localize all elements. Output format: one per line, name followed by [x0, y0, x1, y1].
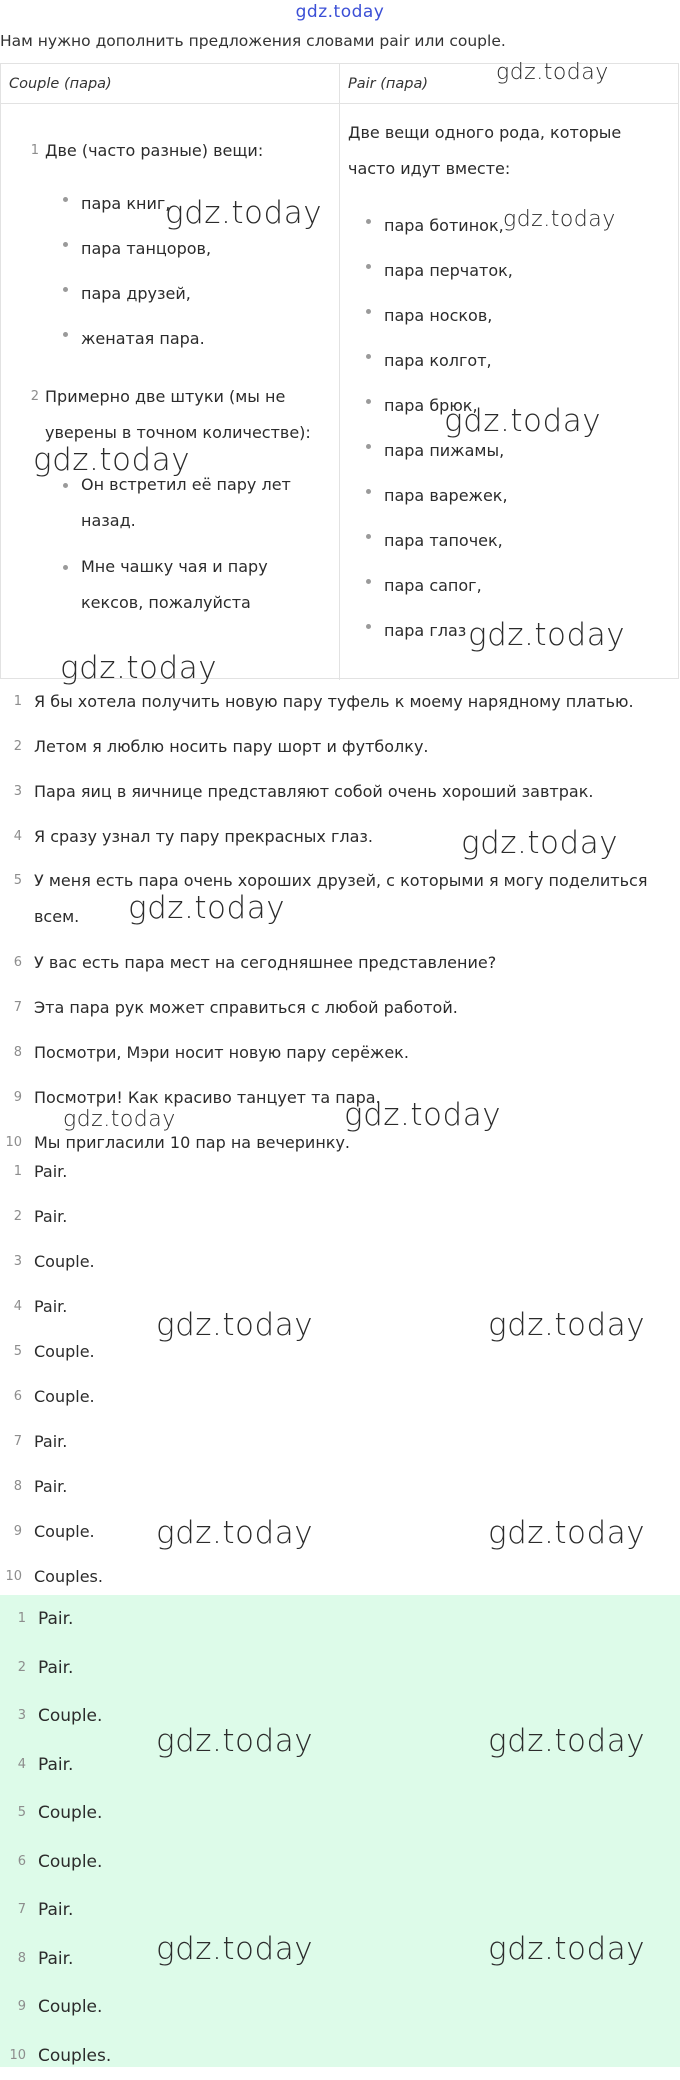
answer-text: Couple. — [34, 1252, 95, 1271]
list-item: пара колгот, — [384, 338, 674, 383]
list-item: пара пижамы, — [384, 428, 674, 473]
list-item — [38, 1595, 338, 1644]
list-number: 8 — [0, 1030, 22, 1075]
translation-text: Посмотри, Мэри носит новую пару серёжек. — [34, 1043, 409, 1062]
list-item: пара варежек, — [384, 473, 674, 518]
list-number: 8 — [0, 1464, 22, 1509]
watermark: gdz.today — [468, 617, 625, 653]
translation-text: Посмотри! Как красиво танцует та пара. — [34, 1088, 381, 1107]
list-number: 4 — [0, 814, 22, 859]
couple-rule-1-text: Две (часто разные) вещи: — [45, 141, 263, 160]
list-item — [38, 1789, 338, 1838]
list-item — [34, 769, 674, 814]
answer-text: Couples. — [38, 2046, 111, 2066]
list-item — [34, 1554, 334, 1599]
watermark: gdz.today — [488, 1515, 645, 1551]
pair-rule-intro-line-2: часто идут вместе: — [348, 151, 673, 187]
example-line: Мне чашку чая и пару — [81, 549, 330, 585]
translation-text: У вас есть пара мест на сегодняшнее представление? — [34, 953, 496, 972]
list-item: пара глаз — [384, 608, 674, 653]
list-item — [34, 1239, 334, 1284]
list-number: 3 — [0, 1239, 22, 1284]
answer-text: Couple. — [34, 1522, 95, 1541]
example-line: назад. — [81, 503, 330, 539]
list-number: 8 — [4, 1935, 26, 1984]
list-number: 9 — [0, 1509, 22, 1554]
watermark: gdz.today — [344, 1097, 501, 1133]
list-item — [34, 1464, 334, 1509]
watermark: gdz.today — [488, 1723, 645, 1759]
translation-text: всем. — [34, 899, 674, 935]
answer-text: Pair. — [34, 1432, 67, 1451]
list-item — [34, 1149, 334, 1194]
rules-table — [0, 63, 679, 679]
list-item — [34, 1374, 334, 1419]
list-number: 2 — [0, 1194, 22, 1239]
list-number: 2 — [21, 379, 39, 415]
list-item — [34, 724, 674, 769]
answer-text: Couples. — [34, 1567, 103, 1586]
answer-text: Couple. — [38, 1803, 102, 1823]
list-number: 9 — [4, 1983, 26, 2032]
answer-text: Pair. — [38, 1755, 73, 1775]
list-number: 10 — [0, 1120, 22, 1165]
list-number: 2 — [0, 724, 22, 769]
pair-rule-intro — [348, 115, 673, 187]
list-item — [38, 1644, 338, 1693]
list-number: 10 — [0, 1554, 22, 1599]
answer-text: Couple. — [34, 1342, 95, 1361]
answers-highlighted-list — [38, 1595, 338, 2080]
list-number: 5 — [0, 863, 22, 899]
list-item — [34, 985, 674, 1030]
list-item: женатая пара. — [81, 316, 330, 361]
list-number: 10 — [4, 2032, 26, 2080]
watermark: gdz.today — [165, 195, 322, 231]
example-line: Он встретил её пару лет — [81, 467, 330, 503]
answer-text: Pair. — [34, 1297, 67, 1316]
watermark: gdz.today — [128, 890, 285, 926]
list-item — [34, 940, 674, 985]
list-item: пара носков, — [384, 293, 674, 338]
list-item — [34, 1419, 334, 1464]
watermark: gdz.today — [33, 442, 190, 478]
watermark: gdz.today — [488, 1307, 645, 1343]
couple-rule-1 — [45, 133, 330, 361]
watermark: gdz.today — [156, 1723, 313, 1759]
couple-rule-2-text-line-2: уверены в точном количестве): — [45, 415, 330, 451]
translation-text: Летом я люблю носить пару шорт и футболку. — [34, 737, 429, 756]
couple-rule-2-examples — [81, 467, 330, 621]
table-header-couple: Couple (пара) — [1, 64, 340, 104]
watermark: gdz.today — [503, 207, 616, 232]
list-item: пара тапочек, — [384, 518, 674, 563]
answer-text: Pair. — [38, 1658, 73, 1678]
list-item: пара танцоров, — [81, 226, 330, 271]
list-number: 7 — [0, 985, 22, 1030]
list-item — [38, 1983, 338, 2032]
translation-text: Эта пара рук может справиться с любой работой. — [34, 998, 458, 1017]
watermark: gdz.today — [461, 825, 618, 861]
list-number: 1 — [0, 1149, 22, 1194]
list-number: 7 — [4, 1886, 26, 1935]
watermark: gdz.today — [444, 403, 601, 439]
list-item: пара книг, — [81, 181, 330, 226]
list-item: пара ботинок, — [384, 203, 674, 248]
table-header-pair: Pair (пара) — [340, 64, 679, 104]
pair-rule-intro-line-1: Две вещи одного рода, которые — [348, 115, 673, 151]
example-line: кексов, пожалуйста — [81, 585, 330, 621]
list-number: 1 — [21, 133, 39, 169]
translation-text: Я сразу узнал ту пару прекрасных глаз. — [34, 827, 373, 846]
translation-text: Мы пригласили 10 пар на вечеринку. — [34, 1133, 350, 1152]
answer-text: Pair. — [34, 1207, 67, 1226]
list-number: 5 — [4, 1789, 26, 1838]
answer-text: Pair. — [38, 1609, 73, 1629]
list-number: 7 — [0, 1419, 22, 1464]
list-number: 6 — [0, 940, 22, 985]
list-number: 5 — [0, 1329, 22, 1374]
task-instruction: Нам нужно дополнить предложения словами pair или couple. — [0, 32, 506, 50]
watermark: gdz.today — [60, 650, 217, 686]
translation-text: У меня есть пара очень хороших друзей, с которыми я могу поделиться — [34, 863, 674, 899]
table-column-divider — [339, 104, 340, 680]
list-item — [81, 549, 330, 621]
answer-text: Pair. — [34, 1477, 67, 1496]
list-item — [38, 1838, 338, 1887]
list-number: 3 — [0, 769, 22, 814]
translation-text: Я бы хотела получить новую пару туфель к моему нарядному платью. — [34, 692, 634, 711]
list-item: пара сапог, — [384, 563, 674, 608]
list-number: 1 — [0, 679, 22, 724]
watermark: gdz.today — [488, 1931, 645, 1967]
list-number: 9 — [0, 1075, 22, 1120]
answer-text: Pair. — [38, 1900, 73, 1920]
list-item: пара перчаток, — [384, 248, 674, 293]
couple-rule-2-text-line-1: Примерно две штуки (мы не — [45, 379, 330, 415]
list-item: пара брюк, — [384, 383, 674, 428]
answer-text: Couple. — [38, 1706, 102, 1726]
list-item: пара друзей, — [81, 271, 330, 316]
list-number: 4 — [4, 1741, 26, 1790]
list-item — [34, 1030, 674, 1075]
answer-text: Couple. — [34, 1387, 95, 1406]
list-item — [38, 1886, 338, 1935]
watermark: gdz.today — [156, 1307, 313, 1343]
answer-text: Pair. — [34, 1162, 67, 1181]
translation-text: Пара яиц в яичнице представляют собой очень хороший завтрак. — [34, 782, 593, 801]
answer-text: Couple. — [38, 1997, 102, 2017]
watermark: gdz.today — [496, 60, 609, 85]
answer-text: Pair. — [38, 1949, 73, 1969]
list-number: 6 — [0, 1374, 22, 1419]
watermark: gdz.today — [63, 1107, 176, 1132]
list-item — [34, 1194, 334, 1239]
couple-rule-2 — [45, 379, 330, 621]
list-number: 3 — [4, 1692, 26, 1741]
list-number: 4 — [0, 1284, 22, 1329]
site-logo[interactable]: gdz.today — [0, 2, 680, 22]
list-number: 2 — [4, 1644, 26, 1693]
answer-text: Couple. — [38, 1852, 102, 1872]
watermark: gdz.today — [156, 1515, 313, 1551]
list-item — [38, 2032, 338, 2080]
list-number: 6 — [4, 1838, 26, 1887]
list-number: 1 — [4, 1595, 26, 1644]
answers-highlight-box — [0, 1595, 680, 2067]
watermark: gdz.today — [156, 1931, 313, 1967]
